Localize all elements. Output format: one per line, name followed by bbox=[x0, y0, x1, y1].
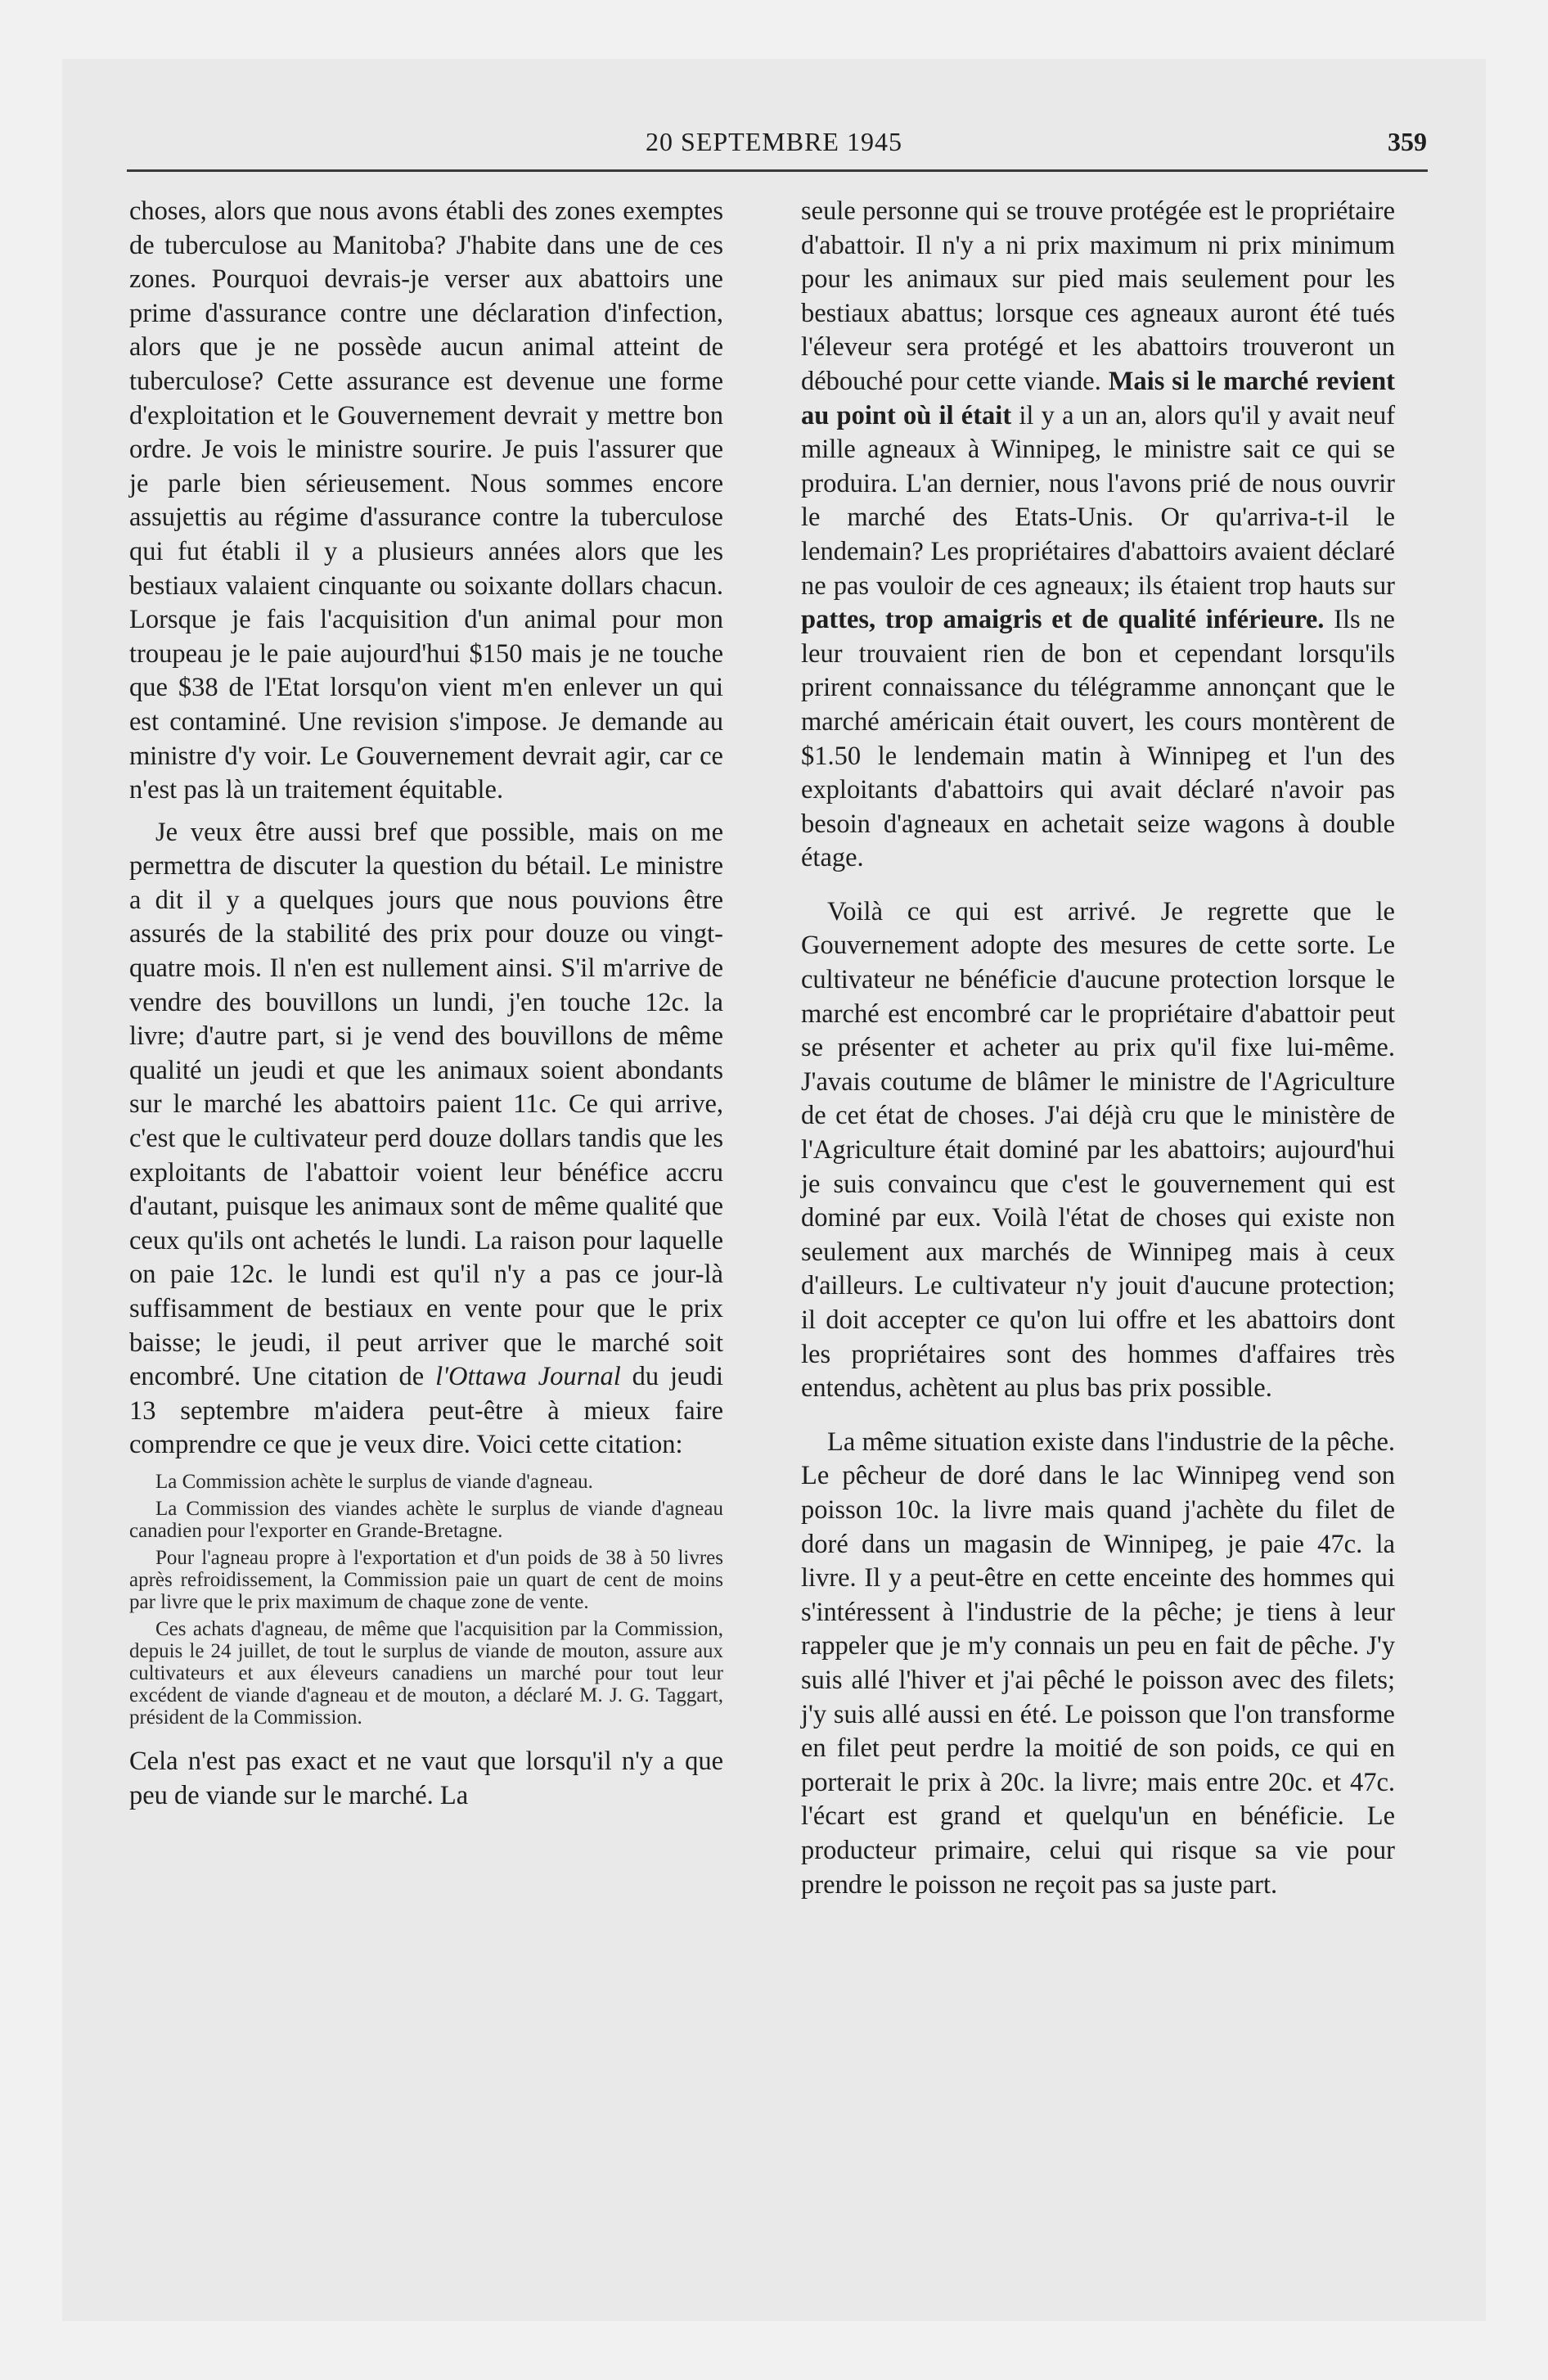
right-paragraph-3: La même situation existe dans l'industrie de la pêche. Le pêcheur de doré dans le lac Winnipeg vend son poisson 10c. la livre mais quand j'achète du filet de doré dans un magasin de Winnipeg, je paie 47c. la livre. Il y a peut-être en cette enceinte des hommes qui s'intéressent à l'industrie de la pêche; je tiens à leur rappeler que je m'y connais un peu en fait de pêche. J'y suis allé l'hiver et j'ai pêché le poisson avec des filets; j'y suis allé aussi en été. Le poisson que l'on transforme en filet peut perdre la moitié de son poids, ce qui en porterait le prix à 20c. la livre; mais entre 20c. et 47c. l'écart est grand et quelqu'un en bénéficie. Le producteur primaire, celui qui risque sa vie pour prendre le poisson ne reçoit pas sa juste part. bbox=[801, 1427, 1395, 1900]
right-column bbox=[801, 195, 1395, 1902]
left-paragraph-3: Cela n'est pas exact et ne vaut que lorsqu'il n'y a que peu de viande sur le marché. La bbox=[129, 1746, 723, 1810]
right-paragraph-2: Voilà ce qui est arrivé. Je regrette que le Gouvernement adopte des mesures de cette sorte. Le cultivateur ne bénéficie d'aucune protection lorsque le marché est encombré car le propriétaire d'abattoir peut se présenter et acheter au prix qu'il fixe lui-même. J'avais coutume de blâmer le ministre de l'Agriculture de cet état de choses. J'ai déjà cru que le ministère de l'Agriculture était dominé par les abattoirs; aujourd'hui je suis convaincu que c'est le gouvernement qui est dominé par eux. Voilà l'état de choses qui existe non seulement aux marchés de Winnipeg mais à ceux d'ailleurs. Le cultivateur n'y jouit d'aucune protection; il doit accepter ce qu'on lui offre et les abattoirs dont les propriétaires sont des hommes d'affaires très entendus, achètent au plus bas prix possible. bbox=[801, 896, 1395, 1404]
right-paragraph-1-text-a: seule personne qui se trouve protégée est le propriétaire d'abattoir. Il n'y a ni prix maximum ni prix minimum pour les animaux sur pied mais seulement pour les bestiaux abattus; lorsque ces agneaux auront été tués l'éleveur sera protégé et les abattoirs trouveront un débouché pour cette viande. bbox=[801, 196, 1395, 396]
bold-phrase-2: pattes, trop amaigris et de qualité inférieure. bbox=[801, 605, 1325, 635]
left-paragraph-2 bbox=[129, 816, 723, 1463]
bold-phrase-1: Mais si le marché revient au point où il était bbox=[801, 366, 1395, 430]
newspaper-quote bbox=[129, 1471, 723, 1729]
left-column bbox=[129, 195, 723, 1813]
page-date: 20 SEPTEMBRE 1945 bbox=[646, 127, 902, 156]
left-paragraph-2-text-b: du jeudi 13 septembre m'aidera peut-être à mieux faire comprendre ce que je veux dire. Voici cette citation: bbox=[129, 1362, 723, 1460]
running-header bbox=[0, 0, 1548, 188]
left-paragraph-1: choses, alors que nous avons établi des zones exemptes de tuberculose au Manitoba? J'habite dans une de ces zones. Pourquoi devrais-je verser aux abattoirs une prime d'assurance contre une déclaration d'infection, alors que je ne possède aucun animal atteint de tuberculose? Cette assurance est devenue une forme d'exploitation et le Gouvernement devrait y mettre bon ordre. Je vois le ministre sourire. Je puis l'assurer que je parle bien sérieusement. Nous sommes encore assujettis au régime d'assurance contre la tuberculose qui fut établi il y a plusieurs années alors que les bestiaux valaient cinquante ou soixante dollars chacun. Lorsque je fais l'acquisition d'un animal pour mon troupeau je le paie aujourd'hui $150 mais je ne touche que $38 de l'Etat lorsqu'on vient m'en enlever un qui est contaminé. Une revision s'impose. Je demande au ministre d'y voir. Le Gouvernement devrait agir, car ce n'est pas là un traitement équitable. bbox=[129, 196, 723, 805]
quote-paragraph-2: Pour l'agneau propre à l'exportation et d'un poids de 38 à 50 livres après refroidissement, la Commission paie un quart de cent de moins par livre que le prix maximum de chaque zone de vente. bbox=[129, 1546, 723, 1613]
right-paragraph-1-text-b: il y a un an, alors qu'il y avait neuf mille agneaux à Winnipeg, le ministre sait ce qui se produira. L'an dernier, nous l'avons prié de nous ouvrir le marché des Etats-Unis. Or qu'arriva-t-il le lendemain? Les propriétaires d'abattoirs avaient déclaré ne pas vouloir de ces agneaux; ils étaient trop hauts sur bbox=[801, 400, 1396, 601]
quote-paragraph-3: Ces achats d'agneau, de même que l'acquisition par la Commission, depuis le 24 juillet, de tout le surplus de viande de mouton, assure aux cultivateurs et aux éleveurs canadiens un marché pour tout leur excédent de viande d'agneau et de mouton, a déclaré M. J. G. Taggart, président de la Commission. bbox=[129, 1617, 723, 1729]
right-paragraph-1 bbox=[801, 195, 1395, 876]
right-paragraph-1-text-c: Ils ne leur trouvaient rien de bon et cependant lorsqu'ils prirent connaissance du télégramme annonçant que le marché américain était ouvert, les cours montèrent de $1.50 le lendemain matin à Winnipeg et l'un des exploitants d'abattoirs qui avait déclaré n'avoir pas besoin d'agneaux en achetait seize wagons à double étage. bbox=[801, 605, 1395, 873]
quote-paragraph-1: La Commission des viandes achète le surplus de viande d'agneau canadien pour l'exporter en Grande-Bretagne. bbox=[129, 1497, 723, 1542]
page-number: 359 bbox=[1388, 127, 1427, 156]
quote-headline: La Commission achète le surplus de viande d'agneau. bbox=[155, 1470, 593, 1493]
left-paragraph-2-text-a: Je veux être aussi bref que possible, mais on me permettra de discuter la question du bétail. Le ministre a dit il y a quelques jours que nous pouvions être assurés de la stabilité des prix pour douze ou vingt-quatre mois. Il n'en est nullement ainsi. S'il m'arrive de vendre des bouvillons un lundi, j'en touche 12c. la livre; d'autre part, si je vend des bouvillons de même qualité un jeudi et que les animaux soient abondants sur le marché les abattoirs paient 11c. Ce qui arrive, c'est que le cultivateur perd douze dollars tandis que les exploitants de l'abattoir voient leur bénéfice accru d'autant, puisque les animaux sont de même qualité que ceux qu'ils ont achetés le lundi. La raison pour laquelle on paie 12c. le lundi est qu'il n'y a pas ce jour-là suffisamment de bestiaux en vente pour que le prix baisse; le jeudi, il peut arriver que le marché soit encombré. Une citation de bbox=[129, 817, 723, 1392]
journal-title: l'Ottawa Journal bbox=[435, 1362, 621, 1392]
header-rule bbox=[127, 169, 1428, 172]
